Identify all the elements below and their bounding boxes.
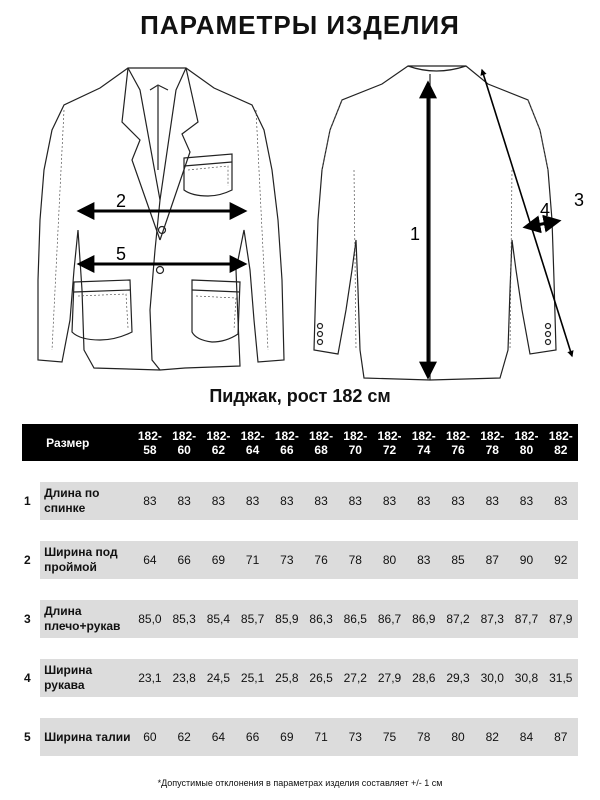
table-header-row xyxy=(22,424,578,461)
measurement-value: 85,9 xyxy=(270,600,304,638)
measurement-value: 29,3 xyxy=(441,659,475,697)
measurement-value: 85,4 xyxy=(201,600,235,638)
chest-measure-label: 2 xyxy=(116,191,127,211)
table-row xyxy=(22,600,578,638)
measurement-value: 87,7 xyxy=(509,600,543,638)
measurement-value: 83 xyxy=(441,482,475,520)
table-row xyxy=(22,482,578,520)
measurement-value: 30,8 xyxy=(509,659,543,697)
row-spacer xyxy=(22,520,578,541)
jacket-front-drawing xyxy=(38,68,284,370)
size-header-cell: 182-74 xyxy=(407,424,441,461)
measurement-value: 75 xyxy=(372,718,406,756)
measurement-value: 83 xyxy=(475,482,509,520)
measurement-value: 71 xyxy=(304,718,338,756)
garment-illustration xyxy=(0,50,600,390)
size-chart-table xyxy=(22,424,578,756)
product-caption: Пиджак, рост 182 см xyxy=(209,386,391,406)
measurement-value: 62 xyxy=(167,718,201,756)
back-length-label: 1 xyxy=(410,224,421,244)
measurement-value: 83 xyxy=(338,482,372,520)
size-header-cell: 182-82 xyxy=(544,424,578,461)
measurement-value: 83 xyxy=(372,482,406,520)
row-number: 3 xyxy=(22,600,40,638)
size-header-cell: 182-72 xyxy=(372,424,406,461)
measurement-value: 69 xyxy=(270,718,304,756)
size-header: Размер xyxy=(40,424,133,461)
table-row xyxy=(22,659,578,697)
measurement-value: 66 xyxy=(235,718,269,756)
measurement-value: 64 xyxy=(201,718,235,756)
measurement-value: 25,1 xyxy=(235,659,269,697)
measurement-value: 83 xyxy=(407,541,441,579)
row-number: 4 xyxy=(22,659,40,697)
measurement-value: 87,3 xyxy=(475,600,509,638)
waist-measure-label: 5 xyxy=(116,244,127,264)
measurement-value: 78 xyxy=(407,718,441,756)
shoulder-sleeve-label: 3 xyxy=(574,190,585,210)
measurement-value: 90 xyxy=(509,541,543,579)
measurement-value: 92 xyxy=(544,541,578,579)
measurement-value: 73 xyxy=(338,718,372,756)
table-body xyxy=(22,461,578,756)
measurement-value: 84 xyxy=(509,718,543,756)
measurement-value: 80 xyxy=(441,718,475,756)
measurement-value: 85,7 xyxy=(235,600,269,638)
measurement-value: 60 xyxy=(133,718,167,756)
measurement-label: Ширина под проймой xyxy=(40,541,133,579)
measurement-value: 83 xyxy=(201,482,235,520)
measurement-label: Ширина талии xyxy=(40,718,133,756)
measurement-value: 85,3 xyxy=(167,600,201,638)
measurement-value: 86,3 xyxy=(304,600,338,638)
measurement-value: 27,2 xyxy=(338,659,372,697)
measurement-value: 66 xyxy=(167,541,201,579)
measurement-value: 26,5 xyxy=(304,659,338,697)
row-spacer xyxy=(22,461,578,482)
row-number: 5 xyxy=(22,718,40,756)
measurement-value: 87 xyxy=(544,718,578,756)
measurement-value: 71 xyxy=(235,541,269,579)
size-header-cell: 182-70 xyxy=(338,424,372,461)
measurement-value: 83 xyxy=(304,482,338,520)
row-spacer xyxy=(22,638,578,659)
measurement-value: 83 xyxy=(544,482,578,520)
table-row xyxy=(22,541,578,579)
tolerance-footnote: *Допустимые отклонения в параметрах изделия составляет +/- 1 см xyxy=(157,778,443,788)
size-header-cell: 182-62 xyxy=(201,424,235,461)
table-row xyxy=(22,718,578,756)
measurement-value: 87 xyxy=(475,541,509,579)
measurement-value: 23,1 xyxy=(133,659,167,697)
row-number: 1 xyxy=(22,482,40,520)
measurement-value: 86,9 xyxy=(407,600,441,638)
row-spacer xyxy=(22,697,578,718)
jacket-back-drawing xyxy=(314,66,556,380)
measurement-value: 83 xyxy=(235,482,269,520)
measurement-label: Ширина рукава xyxy=(40,659,133,697)
measurement-value: 27,9 xyxy=(372,659,406,697)
row-spacer xyxy=(22,579,578,600)
measurement-value: 83 xyxy=(167,482,201,520)
measurement-value: 80 xyxy=(372,541,406,579)
measurement-value: 28,6 xyxy=(407,659,441,697)
measurement-value: 85 xyxy=(441,541,475,579)
measurement-value: 31,5 xyxy=(544,659,578,697)
measurement-value: 83 xyxy=(407,482,441,520)
measurement-label: Длина по спинке xyxy=(40,482,133,520)
measurement-value: 83 xyxy=(133,482,167,520)
page-title: ПАРАМЕТРЫ ИЗДЕЛИЯ xyxy=(140,10,460,40)
size-header-cell: 182-58 xyxy=(133,424,167,461)
measurement-value: 25,8 xyxy=(270,659,304,697)
measurement-label: Длина плечо+рукав xyxy=(40,600,133,638)
measurement-value: 69 xyxy=(201,541,235,579)
measurement-value: 64 xyxy=(133,541,167,579)
size-header-cell: 182-80 xyxy=(509,424,543,461)
measurement-value: 87,2 xyxy=(441,600,475,638)
measurement-value: 83 xyxy=(509,482,543,520)
front-measurement-arrows xyxy=(80,191,244,264)
measurement-value: 82 xyxy=(475,718,509,756)
measurement-value: 23,8 xyxy=(167,659,201,697)
sleeve-width-label: 4 xyxy=(540,200,551,220)
measurement-value: 85,0 xyxy=(133,600,167,638)
measurement-value: 24,5 xyxy=(201,659,235,697)
measurement-value: 83 xyxy=(270,482,304,520)
measurement-value: 30,0 xyxy=(475,659,509,697)
measurement-value: 76 xyxy=(304,541,338,579)
row-number: 2 xyxy=(22,541,40,579)
size-header-cell: 182-68 xyxy=(304,424,338,461)
back-measurement-arrows xyxy=(410,70,584,376)
measurement-value: 86,5 xyxy=(338,600,372,638)
size-header-cell: 182-78 xyxy=(475,424,509,461)
measurement-value: 86,7 xyxy=(372,600,406,638)
size-header-cell: 182-66 xyxy=(270,424,304,461)
size-header-cell: 182-64 xyxy=(235,424,269,461)
size-header-cell: 182-76 xyxy=(441,424,475,461)
size-header-cell: 182-60 xyxy=(167,424,201,461)
measurement-value: 78 xyxy=(338,541,372,579)
measurement-value: 73 xyxy=(270,541,304,579)
measurement-value: 87,9 xyxy=(544,600,578,638)
